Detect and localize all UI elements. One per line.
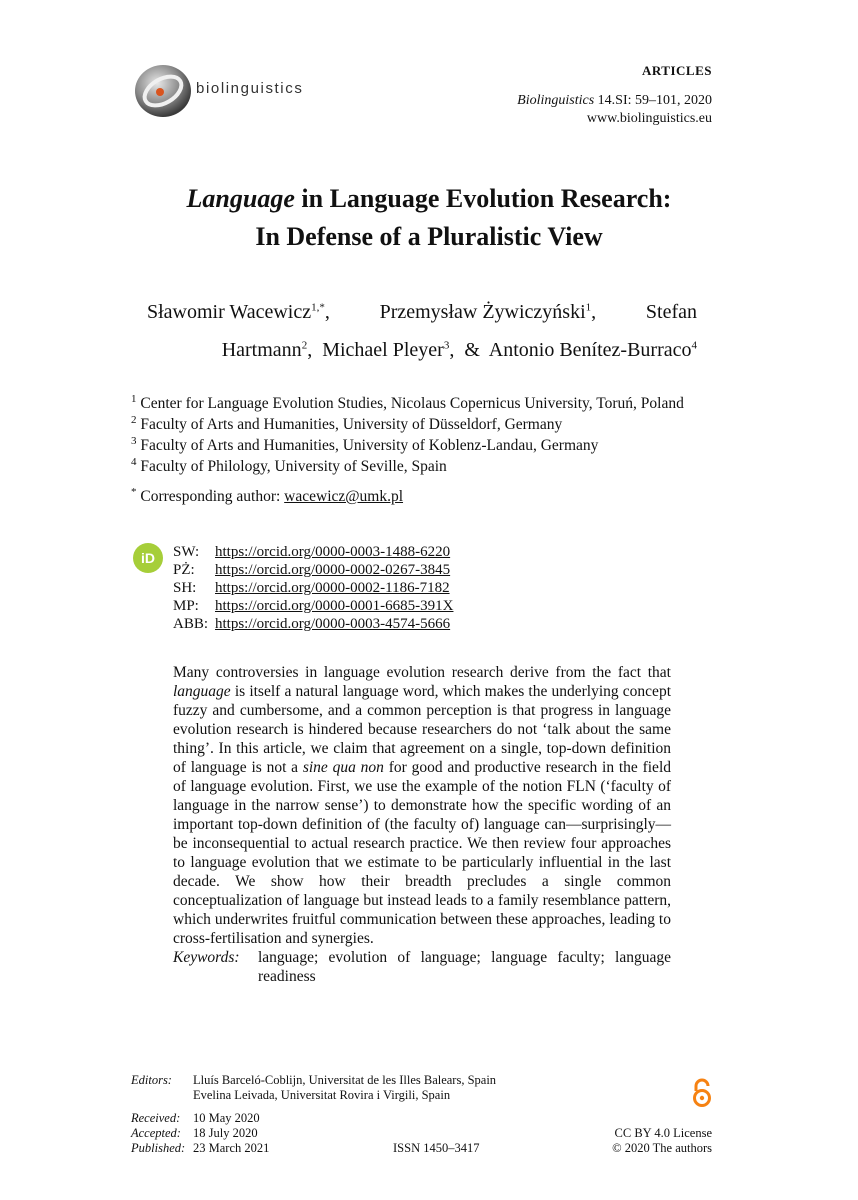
orcid-link[interactable]: https://orcid.org/0000-0002-0267-3845 bbox=[215, 562, 451, 578]
corresponding-email-link[interactable]: wacewicz@umk.pl bbox=[284, 488, 404, 505]
orcid-link[interactable]: https://orcid.org/0000-0001-6685-391X bbox=[215, 598, 454, 614]
section-label: ARTICLES bbox=[641, 63, 712, 78]
keywords bbox=[173, 948, 671, 986]
orcid-row: SW: https://orcid.org/0000-0003-1488-6220 bbox=[173, 543, 453, 561]
citation-details: 14.SI: 59–101, 2020 bbox=[594, 93, 712, 108]
affiliations bbox=[131, 393, 684, 477]
date-values: 10 May 2020 18 July 2020 23 March 2021 bbox=[193, 1111, 270, 1155]
orcid-row: ABB: https://orcid.org/0000-0003-4574-5666 bbox=[173, 615, 453, 633]
keywords-text: language; evolution of language; language faculty; language readiness bbox=[258, 949, 671, 985]
orcid-icon: iD bbox=[133, 543, 163, 573]
license-info bbox=[612, 1126, 712, 1156]
orcid-row: SH: https://orcid.org/0000-0002-1186-7182 bbox=[173, 579, 453, 597]
journal-header bbox=[517, 62, 712, 128]
orcid-link[interactable]: https://orcid.org/0000-0003-4574-5666 bbox=[215, 616, 451, 632]
affiliation: $^3$ Faculty of Arts and Humanities, University of Koblenz-Landau, Germany bbox=[131, 434, 599, 454]
affiliation: $^4$ Faculty of Philology, University of Seville, Spain bbox=[131, 455, 447, 475]
title-line2: In Defense of a Pluralistic View bbox=[255, 222, 603, 251]
journal-website[interactable]: www.biolinguistics.eu bbox=[586, 111, 712, 126]
journal-name: Biolinguistics bbox=[517, 93, 595, 108]
issn: ISSN 1450–3417 bbox=[393, 1141, 480, 1155]
author-list bbox=[147, 293, 697, 369]
title-line1: in Language Evolution Research: bbox=[294, 184, 672, 213]
author: Stefan bbox=[645, 301, 697, 323]
keywords-label: Keywords: bbox=[173, 949, 240, 966]
title-italic-word: Language bbox=[186, 184, 295, 213]
author: Przemysław Żywiczyński$^1$, bbox=[379, 301, 597, 323]
author-line-1 bbox=[147, 293, 697, 331]
author-ampersand: & bbox=[464, 339, 480, 361]
orcid-list bbox=[173, 543, 453, 633]
editors-list: Lluís Barceló-Coblijn, Universitat de les Illes Balears, Spain Evelina Leivada, Universitat Rovira i Virgili, Spain bbox=[193, 1073, 497, 1102]
orcid-link[interactable]: https://orcid.org/0000-0003-1488-6220 bbox=[215, 544, 451, 560]
affiliation: $^1$ Center for Language Evolution Studies, Nicolaus Copernicus University, Toruń, Poland bbox=[131, 392, 684, 412]
author-line-2 bbox=[147, 331, 697, 369]
open-access-icon bbox=[690, 1078, 714, 1108]
author: Hartmann$^2$, bbox=[221, 339, 313, 361]
abstract: Many controversies in language evolution research derive from the fact that language is itself a natural language word, which makes the underlying concept fuzzy and cumbersome, and a common perception is that progress in language evolution research is hindered because researchers do not ‘talk about the same thing’. In this article, we claim that agreement on a single, top-down definition of language is not a sine qua non for good and productive research in the field of language evolution. First, we use the example of the notion FLN (‘faculty of language in the narrow sense’) to demonstrate how the specific wording of an important top-down definition of (the faculty of) language can—surprisingly—be inconsequential to actual research practice. We then review four approaches to language evolution that we estimate to be particularly influential in the last decade. We show how their breadth precludes a single common conceptualization of language but instead leads to a family resemblance pattern, which underwrites fruitful communication between these approaches, leading to cross-fertilisation and synergies. bbox=[173, 664, 671, 947]
license: CC BY 4.0 License bbox=[614, 1126, 712, 1140]
editors-label: Editors: bbox=[131, 1073, 172, 1087]
orcid-row: MP: https://orcid.org/0000-0001-6685-391X bbox=[173, 598, 454, 614]
date-labels: Received: Accepted: Published: bbox=[131, 1111, 186, 1155]
orcid-row: PŻ: https://orcid.org/0000-0002-0267-3845 bbox=[173, 561, 453, 579]
logo-text: biolinguistics bbox=[196, 80, 304, 97]
affiliation: $^2$ Faculty of Arts and Humanities, University of Düsseldorf, Germany bbox=[131, 413, 563, 433]
author: Sławomir Wacewicz$^{1,*}$, bbox=[147, 301, 330, 323]
paper-title bbox=[0, 180, 858, 256]
citation bbox=[517, 92, 712, 110]
author: Michael Pleyer$^3$, bbox=[322, 339, 455, 361]
corresponding-author: * Corresponding author: wacewicz@umk.pl bbox=[131, 485, 404, 505]
orcid-link[interactable]: https://orcid.org/0000-0002-1186-7182 bbox=[215, 580, 450, 596]
copyright: © 2020 The authors bbox=[612, 1141, 712, 1155]
author: Antonio Benítez-Burraco$^4$ bbox=[488, 339, 697, 361]
